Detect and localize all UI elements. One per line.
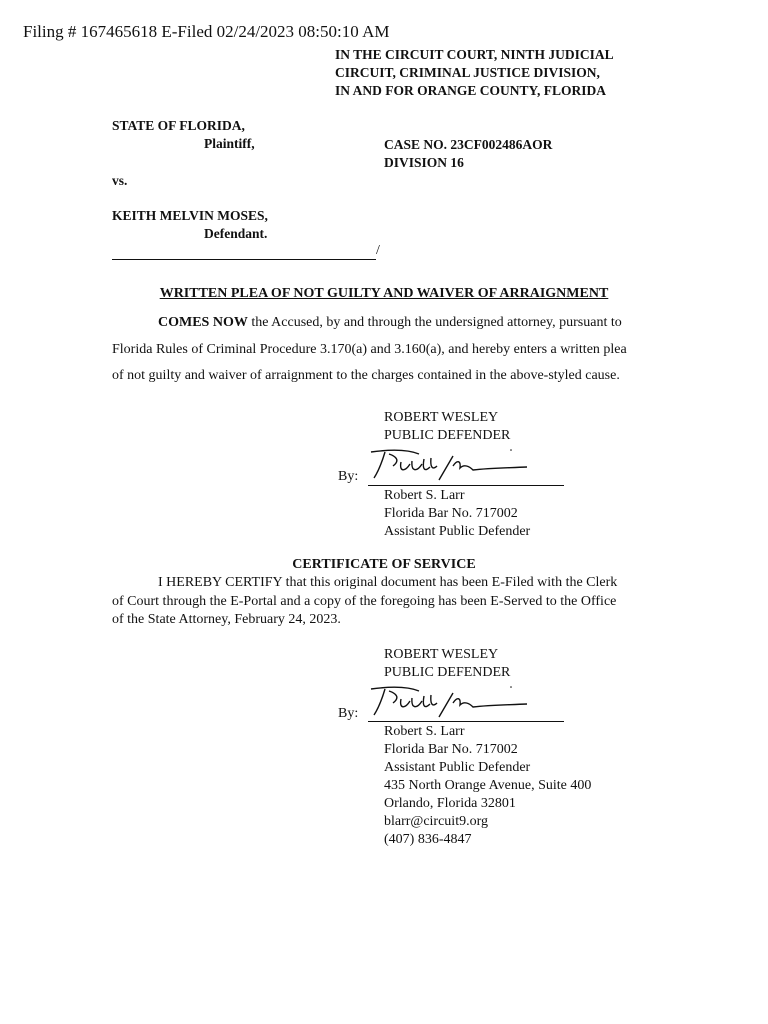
attorney-info-2 — [384, 723, 591, 849]
case-number: CASE NO. 23CF002486AOR — [384, 137, 553, 152]
caption-slash: / — [376, 243, 380, 258]
lead-phrase: COMES NOW — [158, 315, 248, 330]
plaintiff-role: Plaintiff, — [204, 136, 255, 151]
by-label-1: By: — [338, 469, 359, 484]
defendant-name: KEITH MELVIN MOSES, — [112, 208, 268, 223]
document-title: WRITTEN PLEA OF NOT GUILTY AND WAIVER OF ARRAIGNMENT — [159, 286, 609, 301]
division: DIVISION 16 — [384, 155, 464, 170]
phone-number: (407) 836-4847 — [384, 832, 472, 847]
address-line-2: Orlando, Florida 32801 — [384, 796, 516, 811]
caption-rule — [112, 259, 376, 260]
certificate-line-1: I HEREBY CERTIFY that this original document has been E-Filed with the Clerk — [158, 575, 618, 590]
certificate-paragraph — [112, 574, 617, 630]
filing-stamp: Filing # 167465618 E-Filed 02/24/2023 08:50:10 AM — [23, 22, 390, 41]
plea-line-2: Florida Rules of Criminal Procedure 3.170(a) and 3.160(a), and hereby enters a written plea — [112, 341, 627, 357]
plea-paragraph — [112, 310, 627, 390]
signature-office-2 — [384, 646, 510, 682]
office-title: PUBLIC DEFENDER — [384, 665, 511, 680]
case-info — [384, 136, 552, 172]
bar-number: Florida Bar No. 717002 — [384, 742, 518, 757]
address-line-1: 435 North Orange Avenue, Suite 400 — [384, 778, 592, 793]
plea-line-3: of not guilty and waiver of arraignment to the charges contained in the above-styled cause. — [112, 368, 620, 383]
court-line-2: CIRCUIT, CRIMINAL JUSTICE DIVISION, — [335, 65, 600, 80]
attorney-title: Assistant Public Defender — [384, 524, 531, 539]
handwritten-signature-1 — [365, 446, 535, 482]
attorney-name: Robert S. Larr — [384, 724, 465, 739]
certificate-line-3: of the State Attorney, February 24, 2023. — [112, 612, 341, 627]
court-heading — [335, 46, 614, 100]
bar-number: Florida Bar No. 717002 — [384, 506, 518, 521]
attorney-info-1 — [384, 487, 530, 541]
by-label-2: By: — [338, 706, 359, 721]
office-name: ROBERT WESLEY — [384, 410, 499, 425]
certificate-line-2: of Court through the E-Portal and a copy of the foregoing has been E-Served to the Office — [112, 593, 617, 609]
handwritten-signature-2 — [365, 683, 535, 719]
defendant-role: Defendant. — [204, 226, 268, 241]
office-name: ROBERT WESLEY — [384, 647, 499, 662]
versus-label: vs. — [112, 173, 128, 188]
attorney-title: Assistant Public Defender — [384, 760, 531, 775]
signature-line-2 — [368, 721, 564, 722]
plea-line-1: the Accused, by and through the undersigned attorney, pursuant to — [247, 315, 622, 330]
signature-line-1 — [368, 485, 564, 486]
court-line-3: IN AND FOR ORANGE COUNTY, FLORIDA — [335, 83, 607, 98]
office-title: PUBLIC DEFENDER — [384, 428, 511, 443]
attorney-name: Robert S. Larr — [384, 488, 465, 503]
email-address: blarr@circuit9.org — [384, 814, 488, 829]
plaintiff-name: STATE OF FLORIDA, — [112, 118, 245, 133]
signature-office-1 — [384, 409, 510, 445]
certificate-title: CERTIFICATE OF SERVICE — [292, 557, 476, 572]
court-line-1: IN THE CIRCUIT COURT, NINTH JUDICIAL — [335, 47, 614, 62]
